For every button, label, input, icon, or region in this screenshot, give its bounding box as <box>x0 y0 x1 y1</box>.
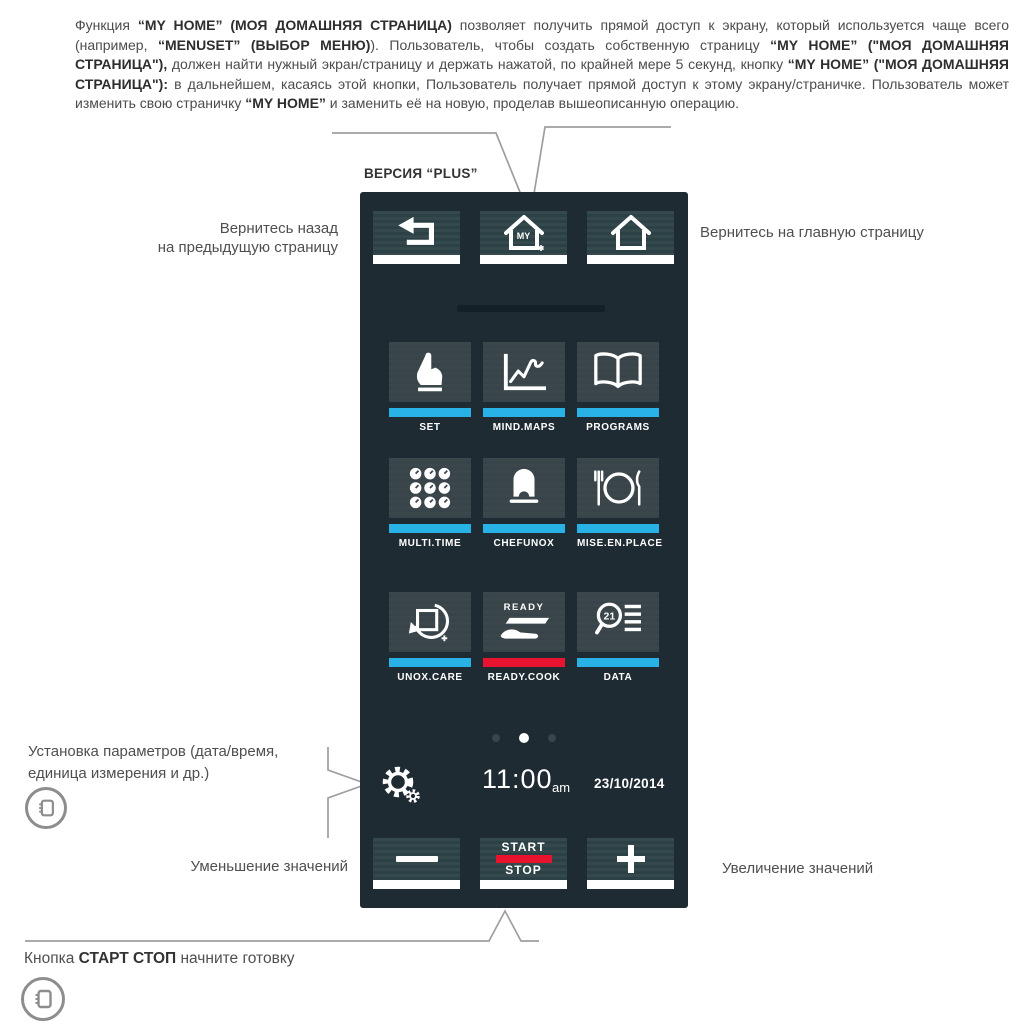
plus-button[interactable] <box>587 838 674 889</box>
tile-chefunox[interactable] <box>483 458 565 549</box>
plus-icon <box>615 843 647 875</box>
button-underline <box>587 880 674 889</box>
clock-meridiem: am <box>552 780 571 795</box>
tile-ready-cook[interactable] <box>483 592 565 683</box>
tile-programs-bar <box>577 408 659 417</box>
tile-data-label: DATA <box>603 672 633 683</box>
intro-seg-bold: “MY HOME” <box>245 95 326 111</box>
tile-set-bar <box>389 408 471 417</box>
tile-data[interactable] <box>577 592 659 683</box>
tile-mise-en-place-label: MISE.EN.PLACE <box>577 538 663 549</box>
back-button-face <box>373 211 460 255</box>
annotation-home: Вернитесь на главную страницу <box>700 224 924 241</box>
pagination-dot[interactable] <box>548 734 556 742</box>
tile-data-face <box>577 592 659 652</box>
tile-programs[interactable] <box>577 342 659 433</box>
ready-cook-icon <box>497 615 551 642</box>
chefunox-icon <box>501 467 547 509</box>
button-underline <box>480 880 567 889</box>
annotation-start-stop <box>24 949 295 968</box>
start-stop-button-face <box>480 838 567 880</box>
tile-set-face <box>389 342 471 402</box>
annotation-settings-line2: единица измерения и др.) <box>28 765 210 782</box>
home-button[interactable] <box>587 211 674 264</box>
intro-seg: должен найти нужный экран/страницу и держать нажатой, по крайней мере 5 секунд, кнопку <box>167 56 788 72</box>
home-button-face <box>587 211 674 255</box>
set-icon <box>408 349 452 395</box>
tile-ready-cook-label: READY.COOK <box>487 672 561 683</box>
mind-maps-icon <box>499 350 549 394</box>
tile-data-bar <box>577 658 659 667</box>
intro-seg-bold: “MENUSET” (ВЫБОР МЕНЮ) <box>157 36 371 53</box>
button-underline <box>373 880 460 889</box>
annotation-back-line2: на предыдущую страницу <box>157 239 338 256</box>
tile-multi-time-face <box>389 458 471 518</box>
booklet-badge-icon <box>21 977 65 1021</box>
intro-seg-bold: “MY HOME” (МОЯ ДОМАШНЯЯ СТРАНИЦА) <box>137 17 452 33</box>
settings-gear-icon[interactable] <box>382 766 422 809</box>
multi-time-icon <box>407 465 453 511</box>
tile-set[interactable] <box>389 342 471 433</box>
pagination-dot-active[interactable] <box>519 733 529 743</box>
tile-mind-maps-face <box>483 342 565 402</box>
booklet-icon <box>31 987 55 1011</box>
start-stop-red-bar <box>496 855 552 863</box>
clock-date: 23/10/2014 <box>594 776 665 791</box>
tile-chefunox-label: CHEFUNOX <box>493 538 555 549</box>
tile-unox-care-face <box>389 592 471 652</box>
tile-chefunox-face <box>483 458 565 518</box>
data-icon <box>593 600 643 644</box>
clock-time: 11:00 <box>482 764 553 794</box>
tile-programs-label: PROGRAMS <box>586 422 650 433</box>
pagination-dots <box>360 733 688 743</box>
tile-mind-maps-label: MIND.MAPS <box>492 422 556 433</box>
intro-seg: ). Пользователь, чтобы создать собственную страницу <box>370 36 771 53</box>
tile-multi-time[interactable] <box>389 458 471 549</box>
tile-chefunox-bar <box>483 524 565 533</box>
tile-multi-time-bar <box>389 524 471 533</box>
tile-set-label: SET <box>419 422 441 433</box>
start-stop-button[interactable] <box>480 838 567 889</box>
annotation-start-prefix: Кнопка <box>24 950 79 967</box>
annotation-back <box>158 219 338 257</box>
minus-button-face <box>373 838 460 880</box>
tile-mise-en-place-face <box>577 458 659 518</box>
annotation-start-bold: СТАРТ СТОП <box>78 950 177 967</box>
tile-multi-time-label: MULTI.TIME <box>398 538 462 549</box>
tile-unox-care-label: UNOX.CARE <box>397 672 463 683</box>
annotation-settings-line1: Установка параметров (дата/время, <box>28 743 279 760</box>
start-label: START <box>501 840 546 854</box>
tile-mind-maps-bar <box>483 408 565 417</box>
ready-flag-label: READY <box>503 602 545 613</box>
tile-unox-care-bar <box>389 658 471 667</box>
intro-seg: и заменить её на новую, проделав вышеописанную операцию. <box>325 95 739 111</box>
booklet-icon <box>35 797 57 819</box>
faint-watermark-text <box>457 305 605 312</box>
intro-seg-bold: “MY HOME” ("МОЯ ДОМАШНЯЯ СТРАНИЦА"), <box>75 36 1009 72</box>
my-home-label: MY <box>516 231 531 241</box>
tile-programs-face <box>577 342 659 402</box>
minus-icon <box>396 856 438 862</box>
minus-button[interactable] <box>373 838 460 889</box>
button-underline <box>587 255 674 264</box>
intro-paragraph <box>75 16 1009 114</box>
annotation-back-line1: Вернитесь назад <box>219 220 338 237</box>
back-button[interactable] <box>373 211 460 264</box>
annotation-increase: Увеличение значений <box>722 860 874 877</box>
tile-unox-care[interactable] <box>389 592 471 683</box>
tile-mise-en-place[interactable] <box>577 458 663 549</box>
my-home-button-face <box>480 211 567 255</box>
tile-ready-cook-face <box>483 592 565 652</box>
intro-seg-bold: “MY HOME” ("МОЯ ДОМАШНЯЯ СТРАНИЦА"): <box>75 56 1009 92</box>
tile-mind-maps[interactable] <box>483 342 565 433</box>
annotation-start-suffix: начните готовку <box>176 950 295 967</box>
annotation-settings <box>28 741 278 785</box>
annotation-decrease: Уменьшение значений <box>190 858 348 875</box>
back-icon <box>390 216 444 250</box>
plus-button-face <box>587 838 674 880</box>
stop-label: STOP <box>505 863 542 877</box>
booklet-badge-icon <box>25 787 67 829</box>
mise-en-place-icon <box>591 466 645 510</box>
programs-icon <box>591 351 645 393</box>
tile-mise-en-place-bar <box>577 524 659 533</box>
data-badge: 21 <box>603 610 616 623</box>
unox-care-icon <box>407 599 453 645</box>
home-icon <box>607 213 655 253</box>
button-underline <box>373 255 460 264</box>
intro-seg: Функция <box>75 17 138 33</box>
oven-display-panel <box>360 192 688 908</box>
pagination-dot[interactable] <box>492 734 500 742</box>
intro-seg: в дальнейшем, касаясь этой кнопки, Пользователь получает прямой доступ к этому экрану/страничке. Пользователь может изменить свою страничку <box>75 75 1009 111</box>
intro-seg: позволяет получить прямой доступ к экрану, который используется чаще всего (например, <box>75 17 1010 53</box>
button-underline <box>480 255 567 264</box>
tile-ready-cook-bar <box>483 658 565 667</box>
version-label: ВЕРСИЯ “PLUS” <box>364 166 478 181</box>
my-home-button[interactable] <box>480 211 567 264</box>
